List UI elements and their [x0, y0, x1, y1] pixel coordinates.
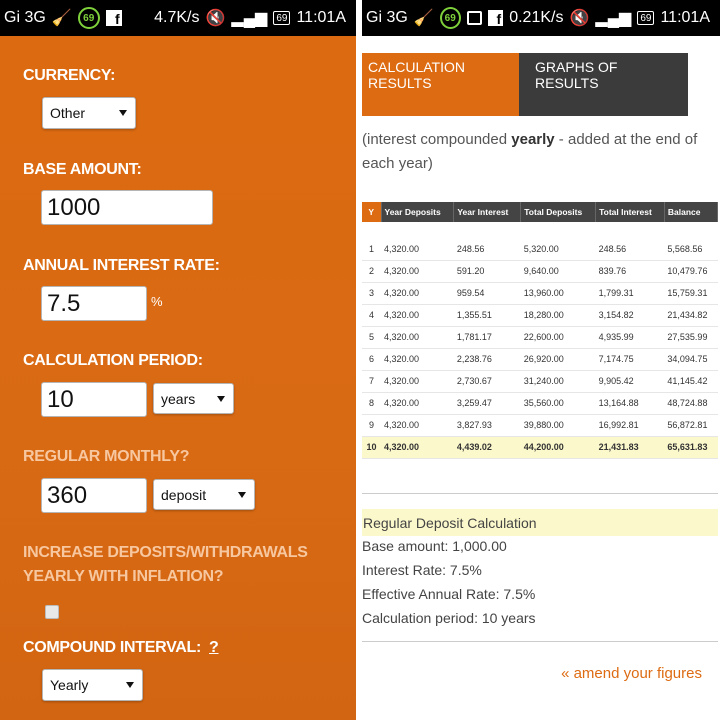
compound-interval-select[interactable]: [42, 669, 143, 701]
table-cell: 4,320.00: [381, 392, 454, 414]
table-cell: 48,724.88: [664, 392, 717, 414]
table-cell: 13,960.00: [521, 282, 596, 304]
table-row: [362, 436, 718, 458]
carrier-text: Gi 3G: [4, 9, 46, 26]
divider: [362, 493, 718, 494]
clock: 11:01A: [296, 9, 346, 26]
table-cell: 591.20: [454, 260, 521, 282]
col-header-balance: Balance: [664, 202, 717, 222]
table-cell: 2,730.67: [454, 370, 521, 392]
facebook-icon: f: [106, 10, 122, 26]
table-row: [362, 326, 718, 348]
inflation-label-line1: INCREASE DEPOSITS/WITHDRAWALS: [23, 544, 308, 561]
table-cell: 248.56: [596, 238, 665, 260]
compound-interval-value: Yearly: [50, 677, 89, 693]
table-cell: 4,320.00: [381, 238, 454, 260]
table-cell: 2,238.76: [454, 348, 521, 370]
table-cell: 13,164.88: [596, 392, 665, 414]
chevron-down-icon: [119, 110, 127, 116]
table-cell: 56,872.81: [664, 414, 717, 436]
table-cell: 34,094.75: [664, 348, 717, 370]
table-cell: 10: [362, 436, 381, 458]
table-cell: 5,568.56: [664, 238, 717, 260]
chevron-down-icon: [126, 682, 134, 688]
results-screen: [362, 0, 720, 720]
table-row: [362, 348, 718, 370]
table-cell: 4,320.00: [381, 436, 454, 458]
currency-select[interactable]: [42, 97, 136, 129]
table-cell: 4,320.00: [381, 304, 454, 326]
note-prefix: (interest compounded: [362, 131, 512, 148]
notification-badge-icon: 69: [440, 7, 461, 29]
currency-label: CURRENCY:: [23, 67, 116, 84]
table-row: [362, 260, 718, 282]
help-link[interactable]: ?: [209, 639, 219, 656]
table-cell: 65,631.83: [664, 436, 717, 458]
status-bar: [0, 0, 356, 36]
table-cell: 7,174.75: [596, 348, 665, 370]
amend-figures-link[interactable]: « amend your figures: [561, 665, 702, 682]
table-cell: 21,431.83: [596, 436, 665, 458]
period-unit-select[interactable]: [153, 383, 234, 414]
base-amount-value: 1000: [47, 193, 101, 221]
table-cell: 21,434.82: [664, 304, 717, 326]
table-cell: 27,535.99: [664, 326, 717, 348]
table-header-row: [362, 202, 718, 222]
deposit-type-value: deposit: [161, 486, 207, 503]
table-cell: 1,799.31: [596, 282, 665, 304]
table-cell: 3: [362, 282, 381, 304]
table-cell: 4,320.00: [381, 370, 454, 392]
calculation-period-label: CALCULATION PERIOD:: [23, 352, 203, 369]
summary-effective-rate: Effective Annual Rate: 7.5%: [362, 586, 536, 602]
table-cell: 9,640.00: [521, 260, 596, 282]
battery-icon: 69: [637, 11, 654, 25]
table-cell: 4,320.00: [381, 282, 454, 304]
mute-icon: 🔇: [569, 10, 590, 27]
period-unit-value: years: [161, 390, 196, 407]
interest-rate-input[interactable]: [41, 286, 147, 321]
image-icon: [467, 11, 482, 25]
table-row: [362, 392, 718, 414]
table-cell: 1,781.17: [454, 326, 521, 348]
compound-interval-text: COMPOUND INTERVAL:: [23, 639, 202, 656]
results-tabs: [362, 53, 688, 116]
col-header-total-deposits: Total Deposits: [521, 202, 596, 222]
table-cell: 959.54: [454, 282, 521, 304]
facebook-icon: f: [488, 10, 503, 26]
table-cell: 35,560.00: [521, 392, 596, 414]
network-speed: 0.21K/s: [509, 9, 564, 26]
table-cell: 26,920.00: [521, 348, 596, 370]
battery-icon: 69: [273, 11, 290, 25]
mute-icon: 🔇: [205, 10, 226, 27]
table-cell: 1,355.51: [454, 304, 521, 326]
table-row: [362, 238, 718, 260]
percent-unit: %: [151, 294, 163, 309]
compound-interval-label: [23, 639, 219, 657]
signal-icon: ▂▄▆: [231, 10, 268, 27]
broom-icon: 🧹: [51, 10, 72, 27]
summary-title: Regular Deposit Calculation: [362, 509, 718, 536]
network-speed: 4.7K/s: [154, 9, 200, 26]
table-body: [362, 222, 718, 458]
table-cell: 2: [362, 260, 381, 282]
tab-calculation-results[interactable]: CALCULATION RESULTS: [362, 53, 519, 116]
table-row: [362, 414, 718, 436]
table-cell: 4,320.00: [381, 326, 454, 348]
table-row: [362, 304, 718, 326]
table-cell: 4,320.00: [381, 348, 454, 370]
table-cell: 18,280.00: [521, 304, 596, 326]
carrier-text: Gi 3G: [366, 9, 408, 26]
period-value: 10: [47, 385, 74, 413]
table-cell: 9,905.42: [596, 370, 665, 392]
deposit-type-select[interactable]: [153, 479, 255, 510]
period-input[interactable]: [41, 382, 147, 417]
interest-rate-value: 7.5: [47, 289, 81, 317]
status-bar: [362, 0, 720, 36]
table-cell: 44,200.00: [521, 436, 596, 458]
inflation-checkbox[interactable]: [45, 605, 59, 619]
table-cell: 4,320.00: [381, 260, 454, 282]
table-cell: 4,935.99: [596, 326, 665, 348]
currency-value: Other: [50, 105, 86, 121]
note-bold: yearly: [511, 131, 555, 148]
inflation-label-line2: YEARLY WITH INFLATION?: [23, 568, 224, 585]
table-cell: 31,240.00: [521, 370, 596, 392]
col-header-year: Y: [362, 202, 381, 222]
regular-amount-input[interactable]: [41, 478, 147, 513]
summary-period: Calculation period: 10 years: [362, 610, 536, 626]
tab-graphs-of-results[interactable]: GRAPHS OF RESULTS: [519, 53, 688, 116]
table-cell: 5: [362, 326, 381, 348]
summary-base-amount: Base amount: 1,000.00: [362, 538, 507, 554]
table-cell: 1: [362, 238, 381, 260]
table-cell: 22,600.00: [521, 326, 596, 348]
table-cell: 5,320.00: [521, 238, 596, 260]
table-cell: 10,479.76: [664, 260, 717, 282]
regular-monthly-label: REGULAR MONTHLY?: [23, 448, 190, 465]
broom-icon: 🧹: [413, 10, 434, 27]
table-cell: 9: [362, 414, 381, 436]
table-cell: 15,759.31: [664, 282, 717, 304]
col-header-total-interest: Total Interest: [596, 202, 665, 222]
compound-note: [362, 128, 718, 176]
base-amount-input[interactable]: [41, 190, 213, 225]
interest-rate-label: ANNUAL INTEREST RATE:: [23, 257, 220, 274]
table-cell: 4,439.02: [454, 436, 521, 458]
table-cell: 8: [362, 392, 381, 414]
chevron-down-icon: [238, 492, 246, 498]
regular-amount-value: 360: [47, 481, 88, 509]
summary-interest-rate: Interest Rate: 7.5%: [362, 562, 482, 578]
table-cell: 3,154.82: [596, 304, 665, 326]
table-cell: 16,992.81: [596, 414, 665, 436]
table-cell: 7: [362, 370, 381, 392]
table-cell: 39,880.00: [521, 414, 596, 436]
table-cell: 839.76: [596, 260, 665, 282]
col-header-year-deposits: Year Deposits: [381, 202, 454, 222]
col-header-year-interest: Year Interest: [454, 202, 521, 222]
table-cell: 4: [362, 304, 381, 326]
chevron-down-icon: [217, 396, 225, 402]
table-cell: 6: [362, 348, 381, 370]
table-cell: 3,827.93: [454, 414, 521, 436]
table-cell: 3,259.47: [454, 392, 521, 414]
table-row: [362, 282, 718, 304]
notification-badge-icon: 69: [78, 7, 100, 29]
base-amount-label: BASE AMOUNT:: [23, 161, 142, 178]
results-table: [362, 202, 718, 459]
table-cell: 248.56: [454, 238, 521, 260]
calculator-form-screen: [0, 0, 356, 720]
note-suffix: - added at the end of each year): [362, 131, 698, 172]
clock: 11:01A: [660, 9, 710, 26]
signal-icon: ▂▄▆: [595, 10, 632, 27]
table-cell: 4,320.00: [381, 414, 454, 436]
table-cell: 41,145.42: [664, 370, 717, 392]
table-row: [362, 370, 718, 392]
divider: [362, 641, 718, 642]
